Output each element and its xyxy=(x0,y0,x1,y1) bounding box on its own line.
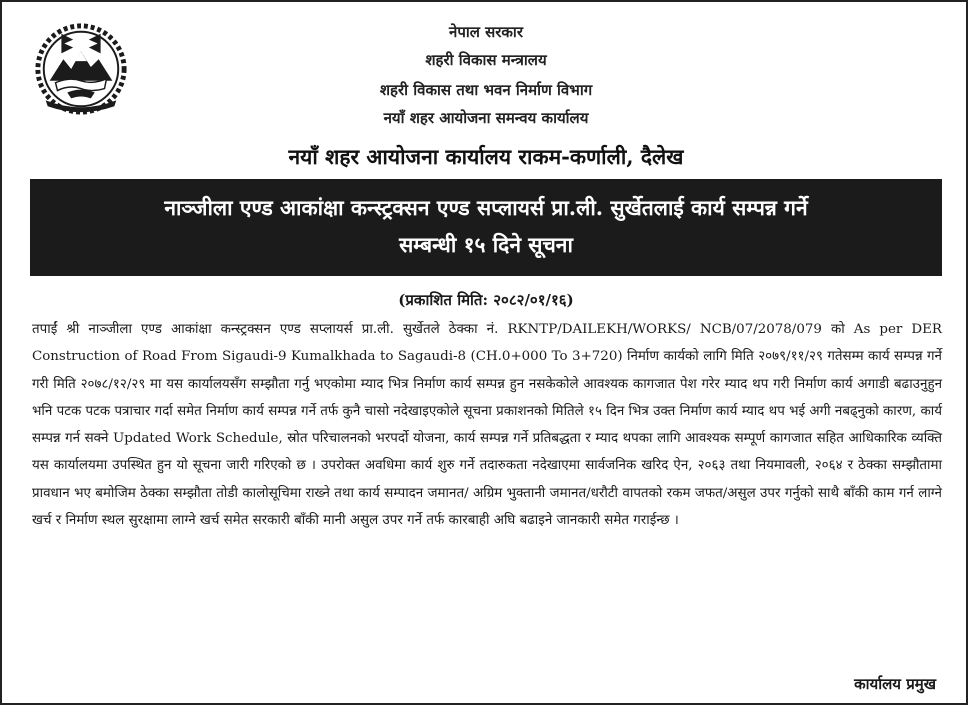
signature-office-chief: कार्यालय प्रमुख xyxy=(854,675,936,693)
notice-title-line-2: सम्बन्धी १५ दिने सूचना xyxy=(399,232,573,257)
header-coordination-office: नयाँ शहर आयोजना समन्वय कार्यालय xyxy=(383,109,589,127)
header-ministry: शहरी विकास मन्त्रालय xyxy=(425,51,547,69)
notice-title-line-1: नाञ्जीला एण्ड आकांक्षा कन्स्ट्रक्सन एण्ड सप्लायर्स प्रा.ली. सुर्खेतलाई कार्य सम्पन्न गर्ने xyxy=(164,195,808,220)
header-department: शहरी विकास तथा भवन निर्माण विभाग xyxy=(379,81,593,99)
office-title: नयाँ शहर आयोजना कार्यालय राकम-कर्णाली, दैलेख xyxy=(288,144,684,169)
published-date: (प्रकाशित मिति: २०८२/०१/१६) xyxy=(398,291,574,309)
notice-title-band xyxy=(30,179,942,276)
header-government: नेपाल सरकार xyxy=(449,23,523,41)
notice-body: तपाईं श्री नाञ्जीला एण्ड आकांक्षा कन्स्ट्रक्सन एण्ड सप्लायर्स प्रा.ली. सुर्खेतले ठेक्का नं. RKNTP/DAILEKH/WORKS/ NCB/07/2078/079 को As per DER Construction of Road From Sigaudi-9 Kumalkhada to Sagaudi-8 (CH.0+000 To 3+720) निर्माण कार्यको लागि मिति २०७९/११/२९ गतेसम्म कार्य सम्पन्न गर्ने गरी मिति २०७८/१२/२९ मा यस कार्यालयसँग सम्झौता गर्नु भएकोमा म्याद भित्र निर्माण कार्य सम्पन्न हुन नसकेकोले आवश्यक कागजात पेश गरेर म्याद थप गरी निर्माण कार्य अगाडी बढाउनुहुन भनि पटक पटक पत्राचार गर्दा समेत निर्माण कार्य सम्पन्न गर्ने तर्फ कुनै चासो नदेखाइएकोले सूचना प्रकाशनको मितिले १५ दिन भित्र उक्त निर्माण कार्य म्याद थप भई अगी नबढ्नुको कारण, कार्य सम्पन्न गर्न सक्ने Updated Work Schedule, स्रोत परिचालनको भरपर्दो योजना, कार्य सम्पन्न गर्ने प्रतिबद्धता र म्याद थपका लागि आवश्यक सम्पूर्ण कागजात सहित आधिकारिक व्यक्ति यस कार्यालयमा उपस्थित हुन यो सूचना जारी गरिएको छ । उपरोक्त अवधिमा कार्य शुरु गर्ने तदारुकता नदेखाएमा सार्वजनिक खरिद ऐन, २०६३ तथा नियमावली, २०६४ र ठेक्का सम्झौतामा प्रावधान भए बमोजिम ठेक्का सम्झौता तोडी कालोसूचिमा राख्ने तथा कार्य सम्पादन जमानत/ अग्रिम भुक्तानी जमानत/धरौटी वापतको रकम जफत/असुल उपर गर्नुको साथै बाँकी काम गर्न लाग्ने खर्च र निर्माण स्थल सुरक्षामा लाग्ने खर्च समेत सरकारी बाँकी मानी असुल उपर गर्ने तर्फ कारबाही अघि बढाइने जानकारी समेत गराईन्छ । xyxy=(32,322,942,529)
